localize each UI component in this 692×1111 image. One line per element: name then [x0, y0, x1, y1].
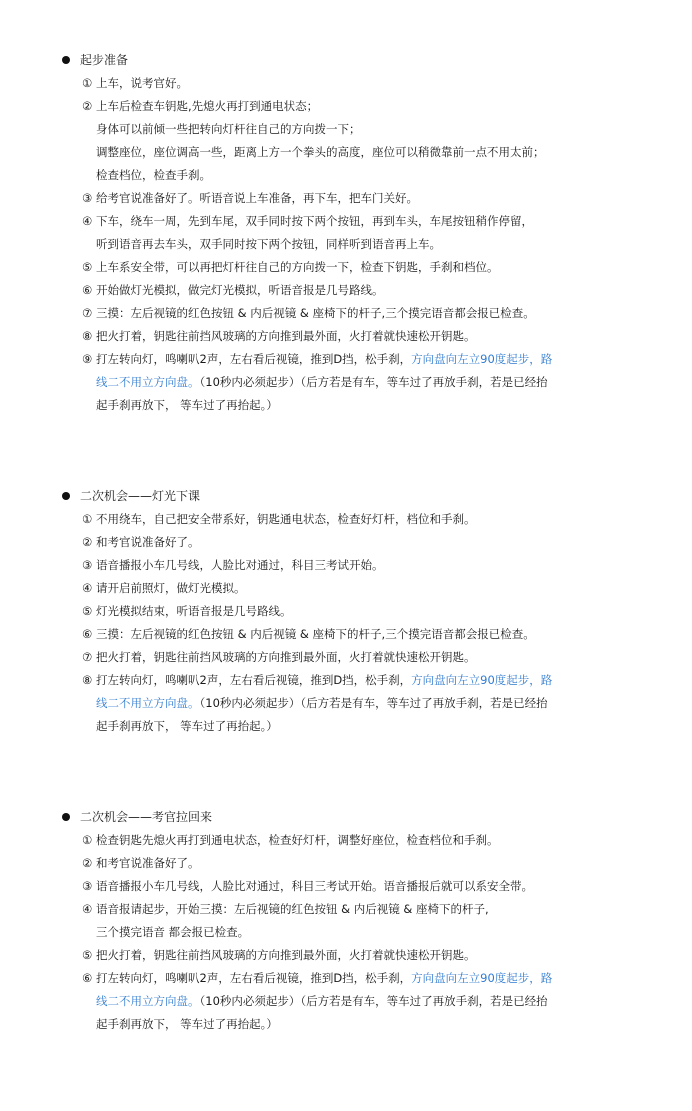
- list-item: [62, 623, 642, 646]
- item-number: ⑤: [82, 260, 93, 274]
- item-continuation: [62, 990, 642, 1013]
- list-item: [62, 508, 642, 531]
- list-item: [62, 852, 642, 875]
- item-number: ③: [82, 879, 93, 893]
- item-text: 上车系安全带，可以再把灯杆往自己的方向拨一下，检查下钥匙，手刹和档位。: [96, 260, 499, 274]
- section-title: 二次机会——考官拉回来: [80, 810, 213, 824]
- item-text: 开始做灯光模拟，做完灯光模拟，听语音报是几号路线。: [96, 283, 384, 297]
- item-text: 请开启前照灯，做灯光模拟。: [96, 581, 246, 595]
- highlight-text: 方向盘向左立90度起步，路: [411, 352, 553, 366]
- item-text: 语音报请起步，开始三摸：左后视镜的红色按钮 & 内后视镜 & 座椅下的杆子,: [96, 902, 489, 916]
- item-text: 上车，说考官好。: [96, 76, 188, 90]
- list-item: [62, 554, 642, 577]
- highlight-text: 方向盘向左立90度起步，路: [411, 673, 553, 687]
- item-continuation: 起手刹再放下， 等车过了再抬起。）: [96, 719, 278, 733]
- section-start-preparation: [62, 48, 642, 417]
- section-title: 起步准备: [80, 53, 129, 67]
- item-number: ⑦: [82, 650, 93, 664]
- list-item: [62, 187, 642, 210]
- section-header: [62, 48, 642, 72]
- item-text: 下车，绕车一周，先到车尾，双手同时按下两个按钮，再到车头，车尾按钮稍作停留，: [96, 214, 533, 228]
- item-number: ⑥: [82, 627, 93, 641]
- item-number: ⑤: [82, 948, 93, 962]
- item-text: 和考官说准备好了。: [96, 856, 200, 870]
- item-text: （10秒内必须起步）（后方若是有车，等车过了再放手刹，若是已经抬: [199, 375, 548, 389]
- item-text: 打左转向灯，鸣喇叭2声，左右看后视镜，推到D挡，松手刹，: [96, 971, 412, 985]
- list-item: [62, 669, 642, 692]
- item-number: ④: [82, 214, 93, 228]
- bullet-icon: [62, 56, 70, 64]
- item-text: 上车后检查车钥匙,先熄火再打到通电状态；: [96, 99, 319, 113]
- item-text: （10秒内必须起步）（后方若是有车，等车过了再放手刹，若是已经抬: [199, 696, 548, 710]
- list-item: [62, 646, 642, 669]
- item-number: ③: [82, 191, 93, 205]
- list-item: [62, 531, 642, 554]
- item-number: ③: [82, 558, 93, 572]
- highlight-text: 线二不用立方向盘。: [96, 375, 200, 389]
- section-header: [62, 484, 642, 508]
- item-text: 打左转向灯，鸣喇叭2声，左右看后视镜，推到D挡，松手刹，: [96, 352, 412, 366]
- list-item: [62, 944, 642, 967]
- item-text: 把火打着，钥匙往前挡风玻璃的方向推到最外面，火打着就快速松开钥匙。: [96, 329, 476, 343]
- list-item: [62, 967, 642, 990]
- item-number: ①: [82, 512, 93, 526]
- item-continuation: 检查档位，检查手刹。: [96, 168, 211, 182]
- list-item: [62, 600, 642, 623]
- item-number: ①: [82, 76, 93, 90]
- item-continuation: [62, 371, 642, 394]
- highlight-text: 线二不用立方向盘。: [96, 696, 200, 710]
- list-item: [62, 95, 642, 118]
- item-text: 三摸：左后视镜的红色按钮 & 内后视镜 & 座椅下的杆子,三个摸完语音都会报已检查。: [96, 627, 535, 641]
- list-item: [62, 256, 642, 279]
- bullet-icon: [62, 492, 70, 500]
- item-continuation: 起手刹再放下， 等车过了再抬起。）: [96, 1017, 278, 1031]
- item-continuation: 身体可以前倾一些把转向灯杆往自己的方向拨一下；: [96, 122, 361, 136]
- item-text: （10秒内必须起步）（后方若是有车，等车过了再放手刹，若是已经抬: [199, 994, 548, 1008]
- item-text: 语音播报小车几号线，人脸比对通过，科目三考试开始。: [96, 558, 384, 572]
- item-text: 三摸：左后视镜的红色按钮 & 内后视镜 & 座椅下的杆子,三个摸完语音都会报已检查。: [96, 306, 535, 320]
- item-number: ⑦: [82, 306, 93, 320]
- item-text: 给考官说准备好了。听语音说上车准备，再下车，把车门关好。: [96, 191, 418, 205]
- list-item: [62, 898, 642, 921]
- item-number: ⑤: [82, 604, 93, 618]
- section-title: 二次机会——灯光下课: [80, 489, 201, 503]
- item-text: 检查钥匙先熄火再打到通电状态，检查好灯杆，调整好座位，检查档位和手刹。: [96, 833, 499, 847]
- item-number: ②: [82, 535, 93, 549]
- list-item: [62, 72, 642, 95]
- item-text: 语音播报小车几号线，人脸比对通过，科目三考试开始。语音播报后就可以系安全带。: [96, 879, 533, 893]
- item-number: ②: [82, 99, 93, 113]
- item-text: 和考官说准备好了。: [96, 535, 200, 549]
- item-number: ④: [82, 902, 93, 916]
- list-item: [62, 302, 642, 325]
- item-number: ⑥: [82, 971, 93, 985]
- list-item: [62, 577, 642, 600]
- list-item: [62, 348, 642, 371]
- list-item: [62, 325, 642, 348]
- item-number: ①: [82, 833, 93, 847]
- item-number: ⑨: [82, 352, 93, 366]
- item-continuation: [62, 692, 642, 715]
- list-item: [62, 875, 642, 898]
- item-text: 灯光模拟结束，听语音报是几号路线。: [96, 604, 292, 618]
- list-item: [62, 279, 642, 302]
- item-text: 打左转向灯，鸣喇叭2声，左右看后视镜，推到D挡，松手刹，: [96, 673, 412, 687]
- item-continuation: 听到语音再去车头，双手同时按下两个按钮，同样听到语音再上车。: [96, 237, 441, 251]
- section-second-chance-lights: [62, 484, 642, 738]
- item-number: ④: [82, 581, 93, 595]
- section-header: [62, 805, 642, 829]
- item-text: 把火打着，钥匙往前挡风玻璃的方向推到最外面，火打着就快速松开钥匙。: [96, 650, 476, 664]
- item-number: ⑧: [82, 329, 93, 343]
- bullet-icon: [62, 813, 70, 821]
- item-continuation: 三个摸完语音 都会报已检查。: [96, 925, 250, 939]
- highlight-text: 方向盘向左立90度起步，路: [411, 971, 553, 985]
- list-item: [62, 829, 642, 852]
- section-second-chance-examiner: [62, 805, 642, 1036]
- item-text: 把火打着，钥匙往前挡风玻璃的方向推到最外面，火打着就快速松开钥匙。: [96, 948, 476, 962]
- item-text: 不用绕车，自己把安全带系好，钥匙通电状态，检查好灯杆，档位和手刹。: [96, 512, 476, 526]
- item-continuation: 起手刹再放下， 等车过了再抬起。）: [96, 398, 278, 412]
- highlight-text: 线二不用立方向盘。: [96, 994, 200, 1008]
- item-number: ②: [82, 856, 93, 870]
- list-item: [62, 210, 642, 233]
- item-number: ⑧: [82, 673, 93, 687]
- item-continuation: 调整座位，座位调高一些，距离上方一个拳头的高度，座位可以稍微靠前一点不用太前；: [96, 145, 545, 159]
- item-number: ⑥: [82, 283, 93, 297]
